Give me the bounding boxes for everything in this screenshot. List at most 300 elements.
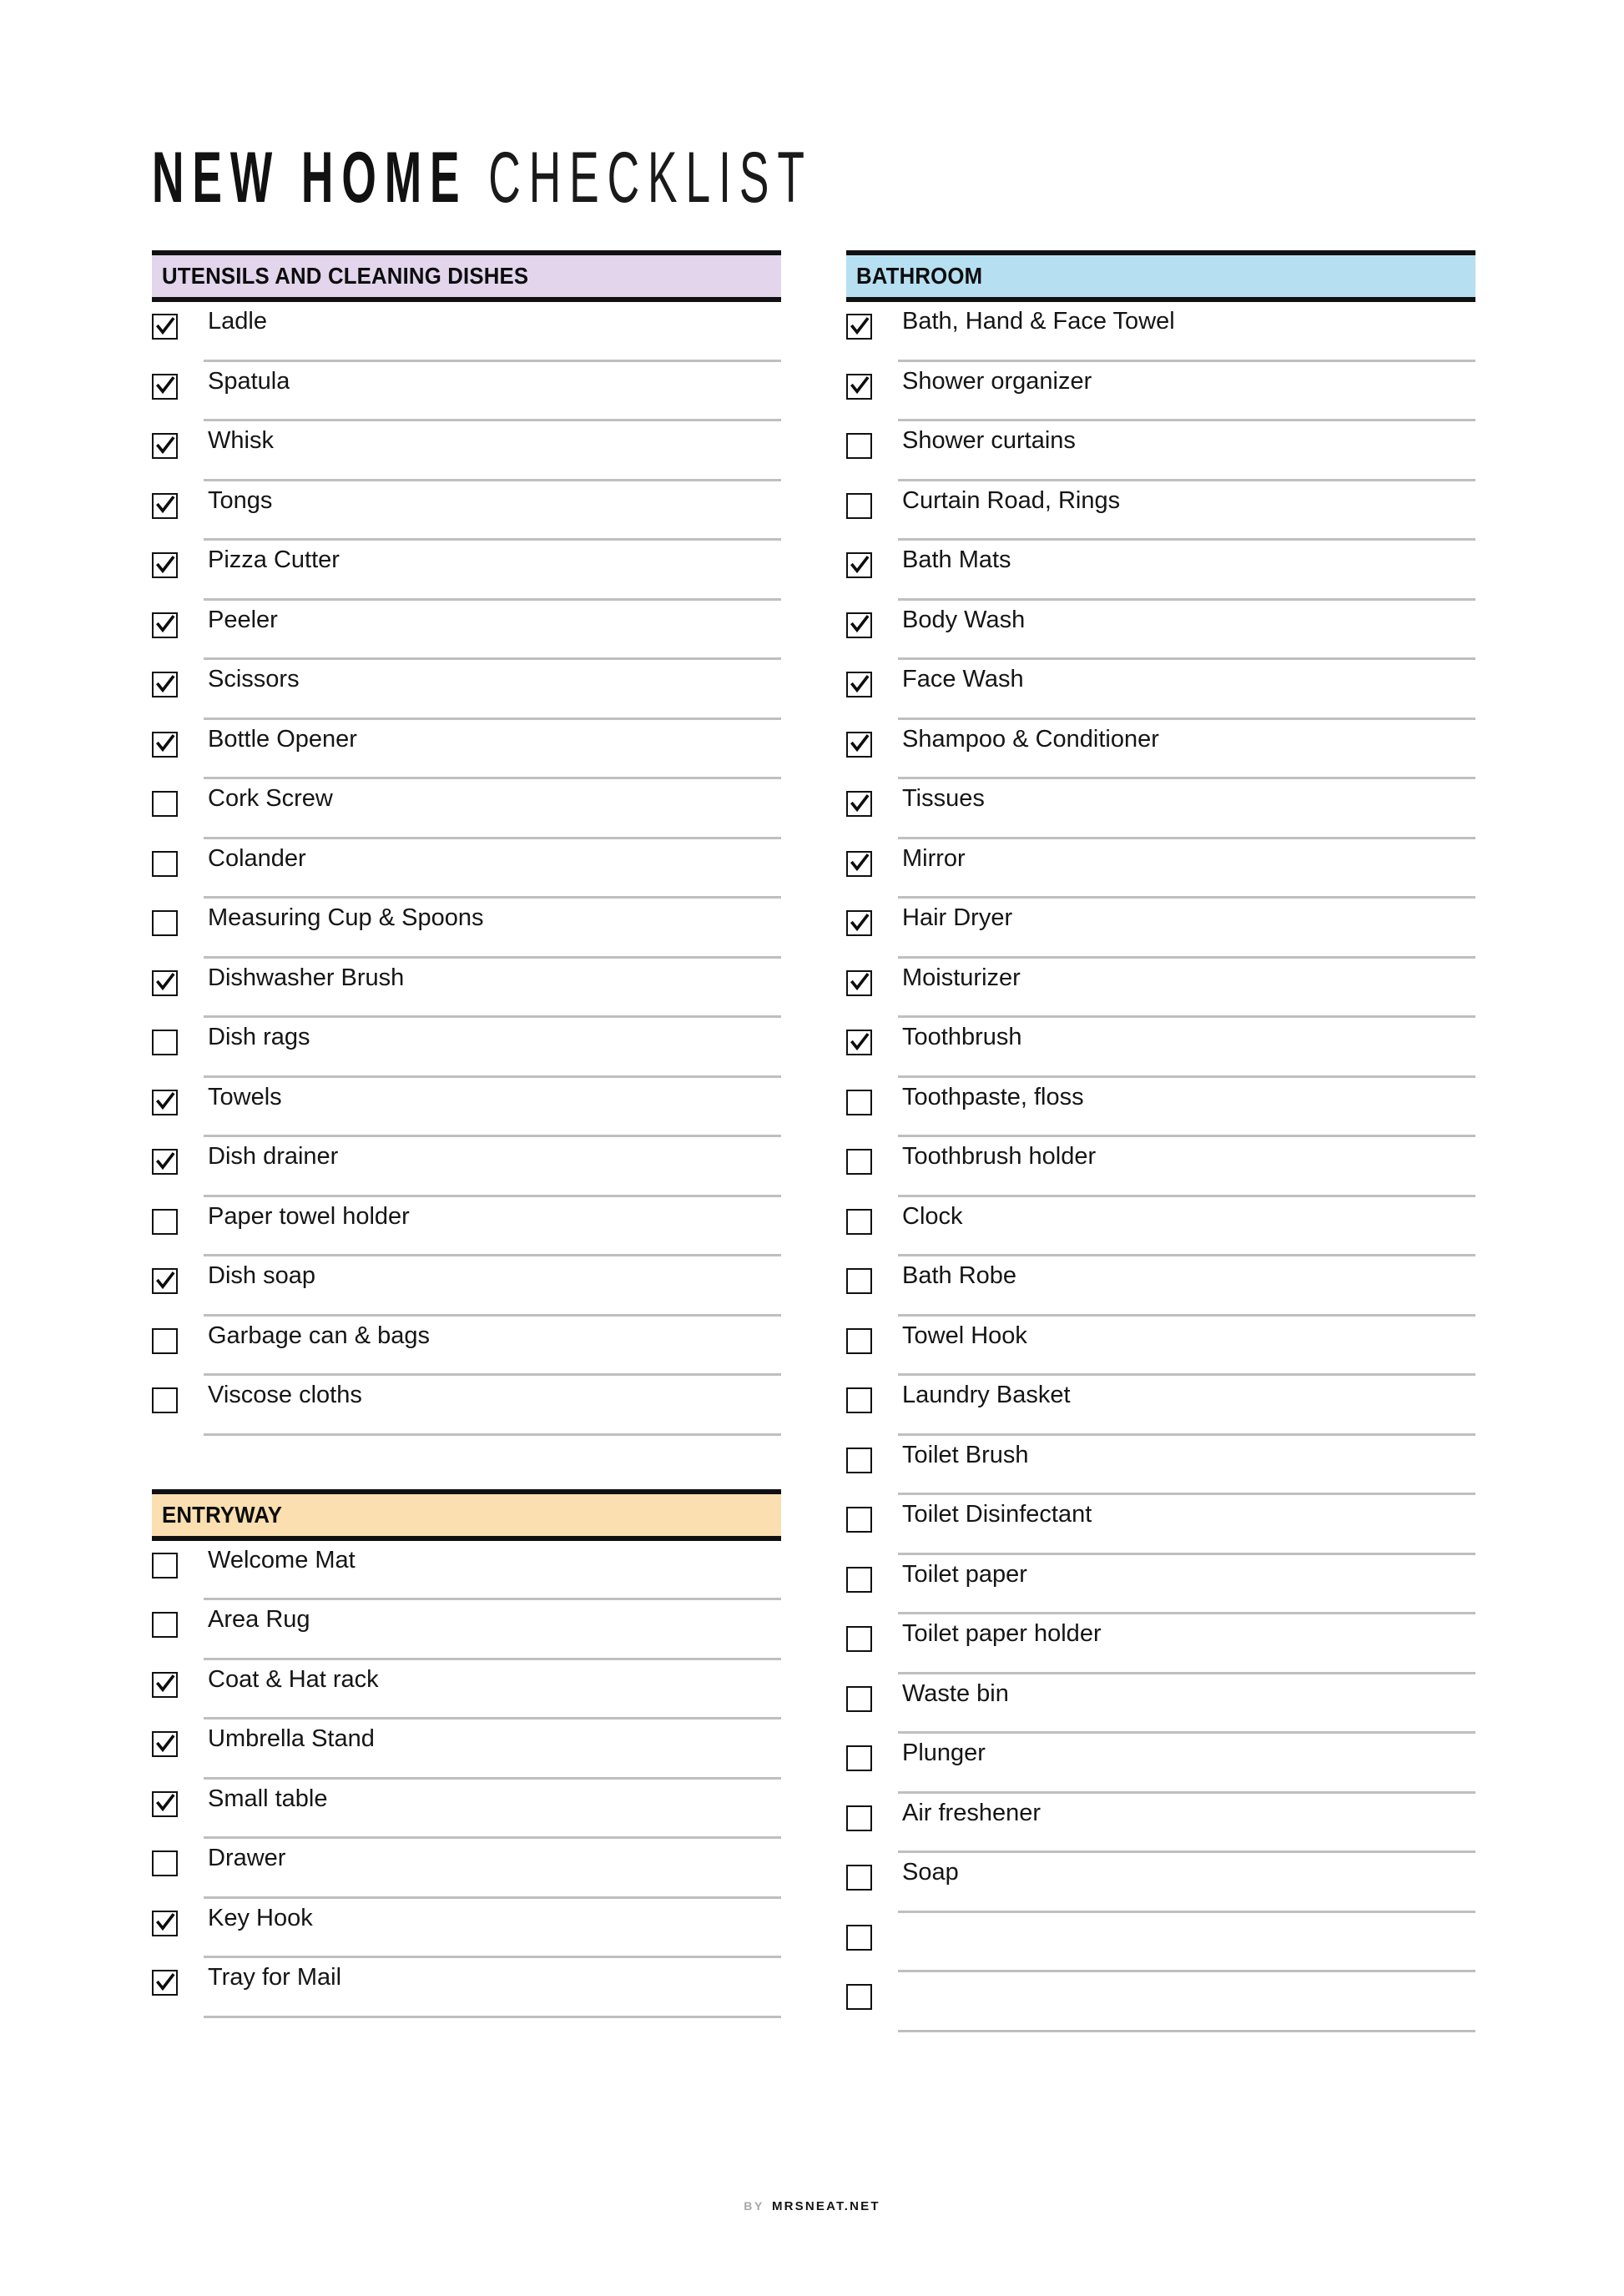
checklist-columns — [0, 250, 1624, 2032]
checkbox-cell[interactable] — [846, 302, 898, 340]
item-cell — [204, 362, 781, 422]
checkbox-cell[interactable] — [846, 1853, 898, 1891]
checkbox-unchecked-icon[interactable] — [846, 1448, 872, 1473]
checkbox-checked-icon[interactable] — [152, 1090, 178, 1115]
checkbox-checked-icon[interactable] — [152, 493, 178, 519]
checklist-row[interactable] — [846, 1734, 1475, 1794]
checkbox-cell[interactable] — [846, 660, 898, 697]
checklist-row[interactable] — [152, 601, 781, 661]
checkbox-checked-icon[interactable] — [152, 970, 178, 996]
checklist-column-2 — [846, 250, 1475, 2032]
item-cell — [204, 1317, 781, 1377]
item-cell — [898, 1853, 1475, 1913]
item-cell — [898, 1376, 1475, 1436]
checkbox-cell[interactable] — [152, 1780, 204, 1817]
checklist-row[interactable] — [846, 1376, 1475, 1436]
checklist-row[interactable] — [152, 839, 781, 899]
item-label: Drawer — [208, 1845, 286, 1871]
checkbox-cell[interactable] — [846, 421, 898, 459]
item-label: Tissues — [902, 785, 985, 812]
checkbox-cell[interactable] — [152, 1958, 204, 1996]
item-cell — [898, 1794, 1475, 1854]
item-label: Laundry Basket — [902, 1382, 1071, 1408]
item-label: Curtain Road, Rings — [902, 486, 1121, 514]
checklist-row[interactable] — [152, 302, 781, 362]
checkbox-checked-icon[interactable] — [846, 851, 872, 877]
checkbox-checked-icon[interactable] — [152, 1791, 178, 1817]
item-label: Spatula — [208, 367, 290, 395]
checkbox-cell[interactable] — [152, 839, 204, 877]
item-label: Towels — [208, 1083, 282, 1110]
checkbox-checked-icon[interactable] — [846, 672, 872, 697]
item-label: Bath, Hand & Face Towel — [902, 308, 1175, 335]
checklist-row[interactable] — [846, 541, 1475, 601]
item-label: Body Wash — [902, 606, 1026, 633]
checkbox-cell[interactable] — [846, 1555, 898, 1593]
checkbox-checked-icon[interactable] — [152, 1731, 178, 1757]
item-cell — [898, 541, 1475, 601]
item-cell — [204, 1197, 781, 1257]
item-label: Toothbrush — [902, 1024, 1022, 1050]
item-label: Measuring Cup & Spoons — [208, 904, 484, 931]
item-cell — [898, 362, 1475, 422]
checklist-row[interactable] — [152, 1719, 781, 1780]
checkbox-cell[interactable] — [152, 601, 204, 638]
checklist-row[interactable] — [846, 1197, 1475, 1257]
item-cell — [898, 1317, 1475, 1377]
checkbox-cell[interactable] — [152, 1256, 204, 1294]
item-label: Paper towel holder — [208, 1202, 410, 1230]
checkbox-unchecked-icon[interactable] — [152, 791, 178, 817]
checklist-row[interactable] — [846, 1436, 1475, 1496]
checkbox-cell[interactable] — [846, 1137, 898, 1175]
checkbox-checked-icon[interactable] — [846, 791, 872, 817]
item-cell — [898, 1913, 1475, 1973]
checklist-row[interactable] — [152, 421, 781, 481]
checkbox-unchecked-icon[interactable] — [846, 1090, 872, 1115]
footer-site-label: MRSNEAT.NET — [771, 2199, 880, 2213]
item-label: Toilet paper — [902, 1560, 1027, 1588]
checkbox-cell[interactable] — [152, 660, 204, 697]
checkbox-cell[interactable] — [152, 1541, 204, 1578]
item-cell — [898, 660, 1475, 720]
checklist-row[interactable] — [846, 1018, 1475, 1078]
item-cell — [898, 720, 1475, 780]
checklist-row[interactable] — [152, 1018, 781, 1078]
section-entryway — [152, 1489, 781, 2018]
checkbox-unchecked-icon[interactable] — [152, 851, 178, 877]
checklist-row[interactable] — [152, 779, 781, 839]
item-label: Mirror — [902, 844, 966, 872]
item-label: Waste bin — [902, 1679, 1009, 1707]
item-label: Towel Hook — [902, 1322, 1027, 1349]
item-label: Plunger — [902, 1740, 986, 1766]
checklist-row[interactable] — [846, 660, 1475, 720]
checkbox-cell[interactable] — [846, 720, 898, 758]
checkbox-unchecked-icon[interactable] — [846, 1805, 872, 1831]
item-label: Coat & Hat rack — [208, 1665, 379, 1693]
checkbox-unchecked-icon[interactable] — [846, 1925, 872, 1951]
checkbox-checked-icon[interactable] — [152, 732, 178, 758]
item-label: Shampoo & Conditioner — [902, 725, 1159, 753]
item-label: Toothpaste, floss — [902, 1083, 1084, 1110]
checkbox-cell[interactable] — [846, 839, 898, 877]
checkbox-cell[interactable] — [846, 1018, 898, 1055]
item-cell — [204, 1376, 781, 1436]
checklist-row[interactable] — [846, 1794, 1475, 1854]
checkbox-unchecked-icon[interactable] — [846, 1209, 872, 1235]
checklist-column-1 — [152, 250, 781, 2018]
item-cell — [204, 1541, 781, 1601]
item-label: Dish rags — [208, 1024, 310, 1050]
checkbox-unchecked-icon[interactable] — [152, 1612, 178, 1638]
item-label: Toothbrush holder — [902, 1143, 1097, 1170]
item-cell — [204, 1899, 781, 1959]
item-cell — [898, 481, 1475, 541]
checklist-row[interactable] — [846, 959, 1475, 1019]
checkbox-cell[interactable] — [152, 1839, 204, 1876]
checkbox-checked-icon[interactable] — [846, 732, 872, 758]
item-label: Garbage can & bags — [208, 1322, 431, 1349]
checklist-row[interactable] — [846, 1256, 1475, 1317]
checklist-row[interactable] — [846, 1317, 1475, 1377]
item-cell — [898, 1972, 1475, 2032]
checkbox-checked-icon[interactable] — [846, 612, 872, 638]
section-rows — [152, 1541, 781, 2018]
checkbox-unchecked-icon[interactable] — [846, 433, 872, 459]
item-cell — [898, 1256, 1475, 1317]
item-cell — [898, 1614, 1475, 1674]
checkbox-unchecked-icon[interactable] — [846, 1507, 872, 1533]
checkbox-unchecked-icon[interactable] — [846, 1328, 872, 1354]
checkbox-unchecked-icon[interactable] — [152, 1553, 178, 1578]
checkbox-checked-icon[interactable] — [152, 1911, 178, 1936]
item-label: Area Rug — [208, 1606, 310, 1633]
checklist-row[interactable] — [846, 1913, 1475, 1973]
item-label: Toilet Disinfectant — [902, 1501, 1092, 1528]
checkbox-cell[interactable] — [152, 1376, 204, 1413]
item-label: Viscose cloths — [208, 1382, 362, 1408]
checklist-row[interactable] — [846, 1674, 1475, 1735]
checklist-row[interactable] — [846, 1495, 1475, 1555]
section-header-bathroom — [846, 250, 1475, 302]
checklist-row[interactable] — [152, 720, 781, 780]
checkbox-unchecked-icon[interactable] — [846, 1149, 872, 1175]
item-label: Shower organizer — [902, 367, 1092, 395]
checklist-row[interactable] — [846, 302, 1475, 362]
checklist-row[interactable] — [152, 1780, 781, 1840]
checklist-row[interactable] — [846, 362, 1475, 422]
checklist-row[interactable] — [846, 1137, 1475, 1197]
section-rows — [152, 302, 781, 1436]
item-cell — [898, 959, 1475, 1019]
checkbox-cell[interactable] — [152, 362, 204, 400]
checkbox-cell[interactable] — [846, 1794, 898, 1831]
checkbox-cell[interactable] — [846, 1614, 898, 1652]
item-cell — [898, 1018, 1475, 1078]
item-cell — [204, 1660, 781, 1720]
item-label: Scissors — [208, 666, 300, 692]
item-label: Cork Screw — [208, 785, 333, 812]
checklist-row[interactable] — [152, 1256, 781, 1317]
checkbox-unchecked-icon[interactable] — [152, 1209, 178, 1235]
checkbox-checked-icon[interactable] — [152, 1970, 178, 1996]
checklist-row[interactable] — [152, 1078, 781, 1138]
item-label: Toilet paper holder — [902, 1620, 1102, 1647]
checkbox-cell[interactable] — [846, 779, 898, 817]
checkbox-cell[interactable] — [846, 1674, 898, 1712]
checkbox-cell[interactable] — [846, 1197, 898, 1235]
checkbox-checked-icon[interactable] — [846, 552, 872, 578]
checklist-row[interactable] — [152, 1958, 781, 2018]
checkbox-cell[interactable] — [152, 1018, 204, 1055]
checkbox-cell[interactable] — [152, 1137, 204, 1175]
item-cell — [204, 1256, 781, 1317]
checklist-row[interactable] — [846, 1972, 1475, 2032]
checkbox-cell[interactable] — [152, 1600, 204, 1638]
checkbox-cell[interactable] — [152, 1899, 204, 1936]
checklist-row[interactable] — [152, 1317, 781, 1377]
checklist-row[interactable] — [152, 541, 781, 601]
checkbox-checked-icon[interactable] — [846, 970, 872, 996]
item-cell — [204, 1600, 781, 1660]
item-cell — [204, 541, 781, 601]
checkbox-unchecked-icon[interactable] — [846, 1387, 872, 1413]
item-cell — [204, 481, 781, 541]
checkbox-unchecked-icon[interactable] — [846, 1626, 872, 1652]
checkbox-cell[interactable] — [846, 1256, 898, 1294]
section-header-utensils-and-cleaning-dishes — [152, 250, 781, 302]
checkbox-cell[interactable] — [152, 959, 204, 996]
checklist-row[interactable] — [846, 899, 1475, 959]
checkbox-cell[interactable] — [846, 1495, 898, 1533]
item-cell — [204, 839, 781, 899]
footer — [0, 2199, 1624, 2214]
item-label: Tray for Mail — [208, 1964, 342, 1991]
item-cell — [898, 839, 1475, 899]
checklist-row[interactable] — [846, 421, 1475, 481]
checklist-row[interactable] — [846, 481, 1475, 541]
item-label: Hair Dryer — [902, 904, 1013, 931]
item-label: Tongs — [208, 486, 273, 514]
checklist-row[interactable] — [152, 481, 781, 541]
item-label: Face Wash — [902, 666, 1024, 692]
item-cell — [898, 1555, 1475, 1615]
checkbox-checked-icon[interactable] — [846, 314, 872, 340]
checkbox-cell[interactable] — [846, 362, 898, 400]
checkbox-checked-icon[interactable] — [152, 1672, 178, 1698]
checkbox-unchecked-icon[interactable] — [152, 1328, 178, 1354]
section-bathroom — [846, 250, 1475, 2032]
checkbox-cell[interactable] — [152, 1719, 204, 1757]
page-title — [0, 0, 1624, 250]
checkbox-unchecked-icon[interactable] — [846, 1686, 872, 1712]
item-cell — [204, 1078, 781, 1138]
item-cell — [204, 601, 781, 661]
item-cell — [204, 1780, 781, 1840]
checkbox-cell[interactable] — [152, 1197, 204, 1235]
checkbox-checked-icon[interactable] — [152, 672, 178, 697]
checkbox-unchecked-icon[interactable] — [152, 1850, 178, 1876]
item-cell — [898, 601, 1475, 661]
item-label: Umbrella Stand — [208, 1725, 375, 1752]
item-label: Whisk — [208, 427, 274, 454]
section-header-label: ENTRYWAY — [162, 1501, 283, 1528]
checkbox-cell[interactable] — [846, 481, 898, 519]
checkbox-checked-icon[interactable] — [152, 1149, 178, 1175]
checkbox-unchecked-icon[interactable] — [846, 1984, 872, 2010]
checkbox-cell[interactable] — [152, 421, 204, 459]
checkbox-checked-icon[interactable] — [846, 374, 872, 400]
checkbox-cell[interactable] — [152, 899, 204, 936]
item-cell — [204, 1018, 781, 1078]
checklist-row[interactable] — [846, 1555, 1475, 1615]
checklist-row[interactable] — [152, 899, 781, 959]
item-cell — [204, 899, 781, 959]
section-header-label: BATHROOM — [856, 263, 983, 289]
section-utensils-and-cleaning-dishes — [152, 250, 781, 1436]
item-cell — [898, 1078, 1475, 1138]
checklist-row[interactable] — [152, 1541, 781, 1601]
item-label: Small table — [208, 1785, 328, 1812]
checkbox-cell[interactable] — [846, 1972, 898, 2010]
checkbox-unchecked-icon[interactable] — [846, 1865, 872, 1891]
checkbox-checked-icon[interactable] — [152, 374, 178, 400]
checklist-row[interactable] — [152, 1600, 781, 1660]
item-label: Toilet Brush — [902, 1441, 1029, 1468]
section-header-label: UTENSILS AND CLEANING DISHES — [162, 263, 529, 289]
checklist-row[interactable] — [846, 779, 1475, 839]
item-cell — [204, 779, 781, 839]
section-header-entryway — [152, 1489, 781, 1541]
item-cell — [898, 1197, 1475, 1257]
item-cell — [204, 421, 781, 481]
checkbox-cell[interactable] — [846, 1734, 898, 1771]
checkbox-cell[interactable] — [846, 899, 898, 936]
item-label: Pizza Cutter — [208, 546, 340, 573]
checkbox-cell[interactable] — [152, 1660, 204, 1698]
title-text — [152, 138, 1065, 218]
checkbox-unchecked-icon[interactable] — [152, 910, 178, 936]
item-cell — [898, 899, 1475, 959]
item-cell — [204, 959, 781, 1019]
item-cell — [898, 1137, 1475, 1197]
section-rows — [846, 302, 1475, 2032]
checklist-row[interactable] — [846, 601, 1475, 661]
item-label: Key Hook — [208, 1904, 313, 1931]
item-label: Dish drainer — [208, 1143, 339, 1170]
checkbox-checked-icon[interactable] — [152, 433, 178, 459]
checkbox-cell[interactable] — [152, 481, 204, 519]
checklist-row[interactable] — [152, 1660, 781, 1720]
checkbox-cell[interactable] — [152, 302, 204, 340]
checklist-row[interactable] — [152, 1197, 781, 1257]
checklist-row[interactable] — [152, 1376, 781, 1436]
checkbox-cell[interactable] — [152, 779, 204, 817]
checkbox-cell[interactable] — [846, 1078, 898, 1115]
item-label: Dishwasher Brush — [208, 964, 405, 991]
checkbox-cell[interactable] — [846, 1436, 898, 1473]
checklist-row[interactable] — [846, 720, 1475, 780]
item-cell — [898, 779, 1475, 839]
checkbox-unchecked-icon[interactable] — [846, 1567, 872, 1593]
item-label: Air freshener — [902, 1799, 1041, 1826]
checkbox-checked-icon[interactable] — [152, 552, 178, 578]
checklist-row[interactable] — [846, 1853, 1475, 1913]
item-label: Bottle Opener — [208, 725, 357, 753]
item-cell — [204, 1839, 781, 1899]
checkbox-unchecked-icon[interactable] — [152, 1030, 178, 1055]
item-label: Dish soap — [208, 1262, 315, 1289]
item-cell — [204, 1137, 781, 1197]
item-cell — [204, 660, 781, 720]
checkbox-cell[interactable] — [846, 1376, 898, 1413]
checklist-row[interactable] — [152, 959, 781, 1019]
checklist-row[interactable] — [152, 660, 781, 720]
checkbox-checked-icon[interactable] — [152, 1268, 178, 1294]
checkbox-cell[interactable] — [846, 541, 898, 578]
checkbox-checked-icon[interactable] — [152, 314, 178, 340]
item-cell — [204, 302, 781, 362]
item-cell — [898, 1436, 1475, 1496]
item-cell — [898, 1734, 1475, 1794]
checkbox-checked-icon[interactable] — [846, 1030, 872, 1055]
checklist-row[interactable] — [152, 1899, 781, 1959]
checkbox-unchecked-icon[interactable] — [846, 1268, 872, 1294]
item-label: Welcome Mat — [208, 1546, 356, 1573]
item-label: Clock — [902, 1202, 963, 1230]
item-label: Shower curtains — [902, 427, 1076, 454]
item-label: Bath Robe — [902, 1262, 1017, 1289]
checklist-row[interactable] — [846, 839, 1475, 899]
checklist-row[interactable] — [152, 1137, 781, 1197]
checkbox-cell[interactable] — [152, 541, 204, 578]
title-light: CHECKLIST — [488, 138, 813, 218]
footer-by-label: BY — [744, 2199, 764, 2213]
checklist-row[interactable] — [152, 362, 781, 422]
item-cell — [204, 1719, 781, 1780]
item-label: Ladle — [208, 308, 267, 335]
checkbox-unchecked-icon[interactable] — [152, 1387, 178, 1413]
checkbox-checked-icon[interactable] — [152, 612, 178, 638]
checkbox-cell[interactable] — [846, 601, 898, 638]
item-label: Moisturizer — [902, 964, 1021, 991]
checklist-row[interactable] — [846, 1078, 1475, 1138]
checkbox-unchecked-icon[interactable] — [846, 493, 872, 519]
item-cell — [898, 302, 1475, 362]
item-cell — [898, 1674, 1475, 1735]
item-label: Soap — [902, 1859, 959, 1886]
item-cell — [204, 1958, 781, 2018]
item-label: Peeler — [208, 606, 278, 633]
checkbox-cell[interactable] — [846, 1913, 898, 1951]
checkbox-cell[interactable] — [152, 1317, 204, 1354]
checkbox-cell[interactable] — [846, 959, 898, 996]
checklist-row[interactable] — [152, 1839, 781, 1899]
item-cell — [898, 1495, 1475, 1555]
checkbox-checked-icon[interactable] — [846, 910, 872, 936]
item-cell — [204, 720, 781, 780]
title-strong: NEW HOME — [152, 138, 468, 218]
checkbox-cell[interactable] — [152, 1078, 204, 1115]
item-label: Colander — [208, 844, 306, 872]
checklist-row[interactable] — [846, 1614, 1475, 1674]
checkbox-cell[interactable] — [152, 720, 204, 758]
item-label: Bath Mats — [902, 546, 1011, 573]
checkbox-unchecked-icon[interactable] — [846, 1745, 872, 1771]
item-cell — [898, 421, 1475, 481]
checkbox-cell[interactable] — [846, 1317, 898, 1354]
